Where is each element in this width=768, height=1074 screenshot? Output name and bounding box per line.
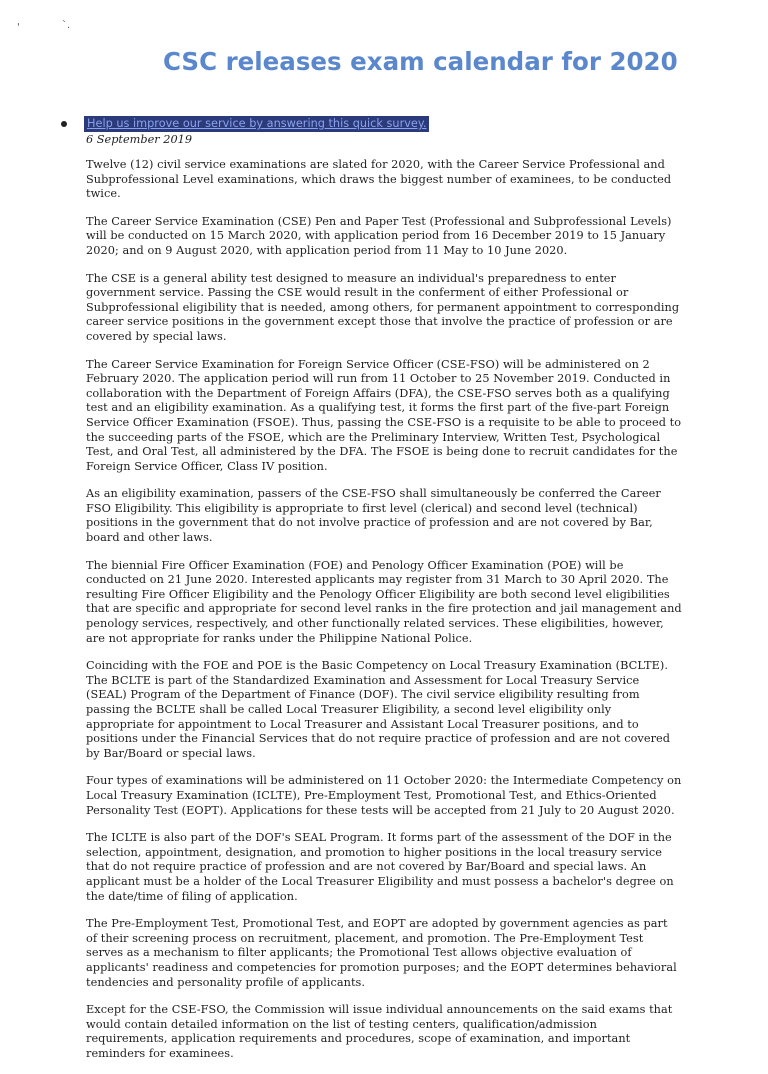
paragraph: Except for the CSE-FSO, the Commission will issue individual announcements on the said exams that would contain detailed information on the list of testing centers, qualification/admission requirements, application requirements and procedures, scope of examination, and important reminders for examinees. xyxy=(86,1003,673,1060)
publish-date: 6 September 2019 xyxy=(86,133,193,146)
paragraph: The CSE is a general ability test designed to measure an individual's preparedness to enter government service. Passing the CSE would result in the conferment of either Professional or Subprofessional eligibility that is needed, among others, for permanent appointment to corresponding career service positions in the government except those that involve the practice of profession or are covered by special laws. xyxy=(86,271,680,343)
paragraph: The biennial Fire Officer Examination (FOE) and Penology Officer Examination (POE) will be conducted on 21 June 2020. Interested applicants may register from 31 March to 30 April 2020. The resulting Fire Officer Eligibility and the Penology Officer Eligibility are both second level eligibilities that are specific and appropriate for second level ranks in the fire protection and jail management and penology services, respectively, and other functionally related services. These eligibilities, however, are not appropriate for ranks under the Philippine National Police. xyxy=(86,558,682,645)
paragraph: Coinciding with the FOE and POE is the Basic Competency on Local Treasury Examination (BCLTE). The BCLTE is part of the Standardized Examination and Assessment for Local Treasury Service (SEAL) Program of the Department of Finance (DOF). The civil service eligibility resulting from passing the BCLTE shall be called Local Treasurer Eligibility, a second level eligibility only appropriate for appointment to Local Treasurer and Assistant Local Treasurer positions, and to positions under the Financial Services that do not require practice of profession and are not covered by Bar/Board or special laws. xyxy=(86,659,671,760)
paragraph: The Career Service Examination (CSE) Pen and Paper Test (Professional and Subprofessional Levels) will be conducted on 15 March 2020, with application period from 16 December 2019 to 15 January 2020; and on 9 August 2020, with application period from 11 May to 10 June 2020. xyxy=(86,214,672,257)
scan-speck: `. xyxy=(62,20,71,31)
paragraph: The ICLTE is also part of the DOF's SEAL Program. It forms part of the assessment of the DOF in the selection, appointment, designation, and promotion to higher positions in the local treasury service that do not require practice of profession and are not covered by Bar/Board and special laws. An applicant must be a holder of the Local Treasurer Eligibility and must possess a bachelor's degree on the date/time of filing of application. xyxy=(86,831,674,903)
survey-link[interactable]: Help us improve our service by answering this quick survey. xyxy=(84,116,429,132)
paragraph: The Career Service Examination for Foreign Service Officer (CSE-FSO) will be administered on 2 February 2020. The application period will run from 11 October to 25 November 2019. Conducted in collaboration with the Department of Foreign Affairs (DFA), the CSE-FSO serves both as a qualifying test and an eligibility examination. As a qualifying test, it forms the first part of the five-part Foreign Service Officer Examination (FSOE). Thus, passing the CSE-FSO is a requisite to be able to proceed to the succeeding parts of the FSOE, which are the Preliminary Interview, Written Test, Psychological Test, and Oral Test, all administered by the DFA. The FSOE is being done to recruit candidates for the Foreign Service Officer, Class IV position. xyxy=(86,357,682,473)
paragraph: The Pre-Employment Test, Promotional Test, and EOPT are adopted by government agencies as part of their screening process on recruitment, placement, and promotion. The Pre-Employment Test serves as a mechanism to filter applicants; the Promotional Test allows objective evaluation of applicants' readiness and competencies for promotion purposes; and the EOPT determines behavioral tendencies and personality profile of applicants. xyxy=(86,917,677,989)
article-body xyxy=(86,158,682,1074)
paragraph: Four types of examinations will be administered on 11 October 2020: the Intermediate Competency on Local Treasury Examination (ICLTE), Pre-Employment Test, Promotional Test, and Ethics-Oriented Personality Test (EOPT). Applications for these tests will be accepted from 21 July to 20 August 2020. xyxy=(86,774,682,817)
paragraph: Twelve (12) civil service examinations are slated for 2020, with the Career Service Professional and Subprofessional Level examinations, which draws the biggest number of examinees, to be conducted twice. xyxy=(86,158,672,201)
paragraph: As an eligibility examination, passers of the CSE-FSO shall simultaneously be conferred the Career FSO Eligibility. This eligibility is appropriate to first level (clerical) and second level (technical) positions in the government that do not involve practice of profession and are not covered by Bar, board and other laws. xyxy=(86,487,661,545)
page-title: CSC releases exam calendar for 2020 xyxy=(163,47,678,76)
scan-speck: ' xyxy=(17,22,20,33)
bullet-icon xyxy=(61,121,67,127)
